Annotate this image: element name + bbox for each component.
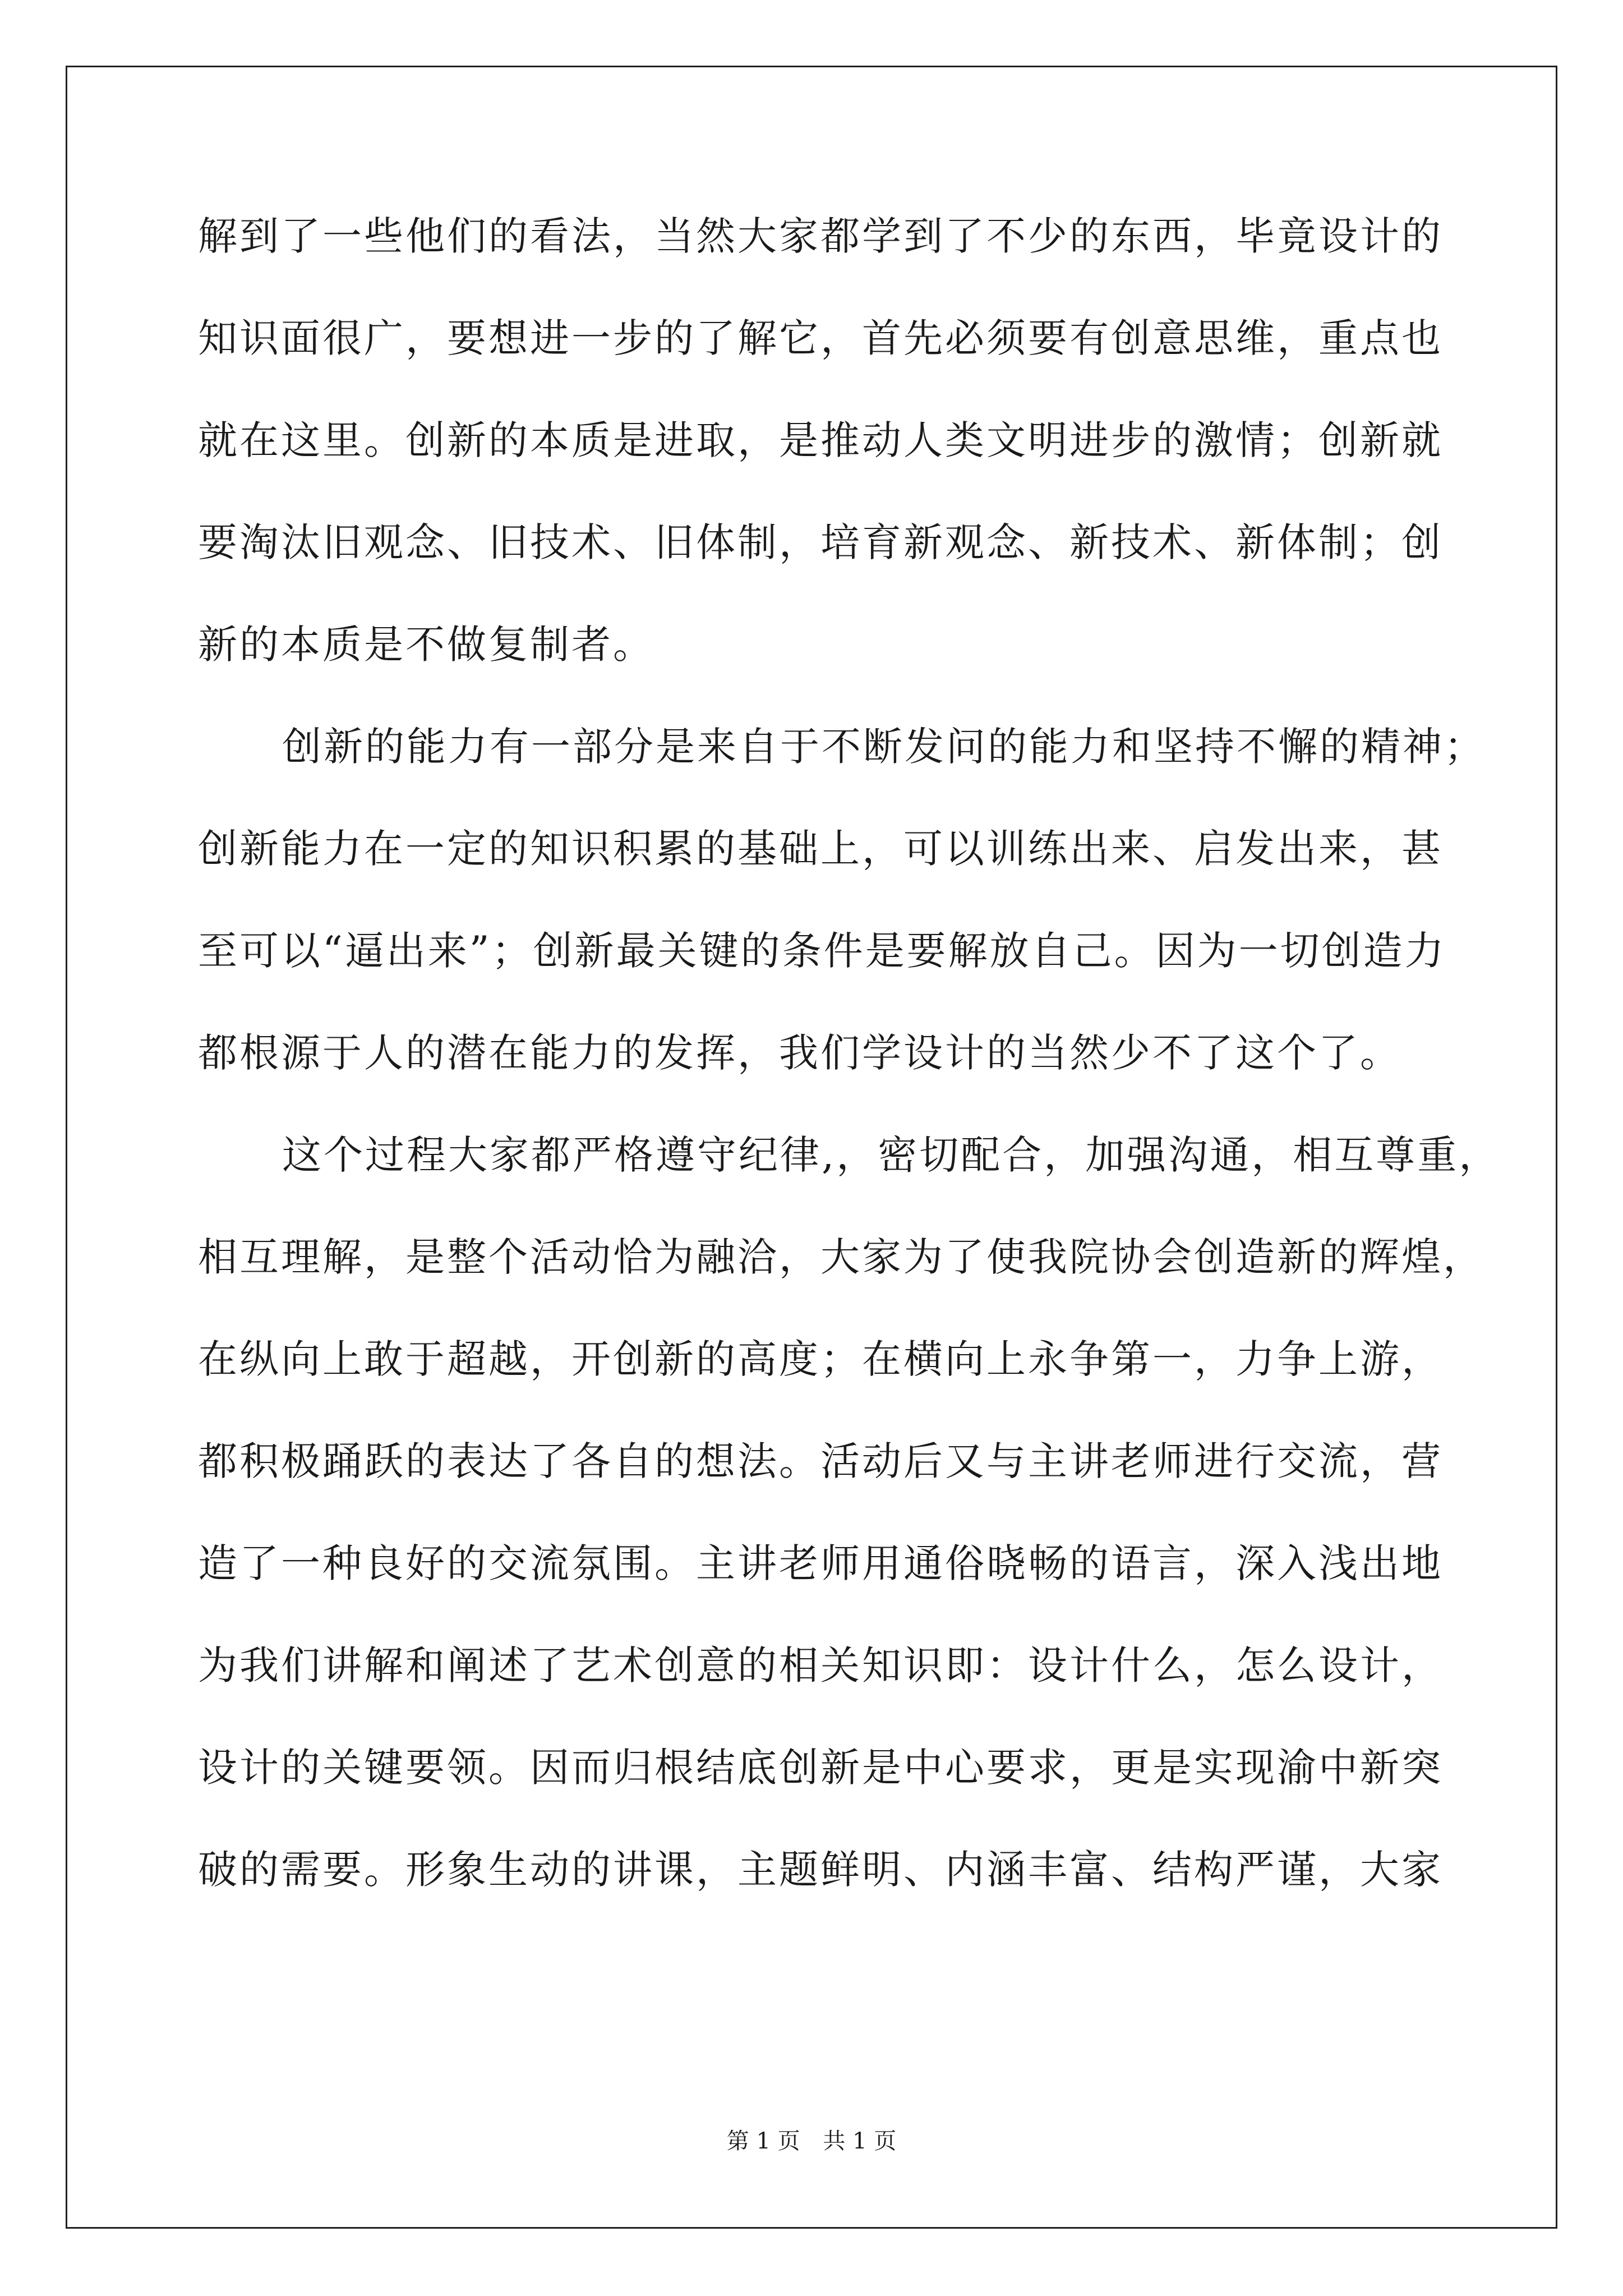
text-line: 都积极踊跃的表达了各自的想法。活动后又与主讲老师进行交流，营: [198, 1438, 1443, 1484]
text-line: 为我们讲解和阐述了艺术创意的相关知识即：设计什么，怎么设计，: [198, 1642, 1443, 1688]
text-line: 解到了一些他们的看法，当然大家都学到了不少的东西，毕竟设计的: [198, 213, 1443, 259]
text-line: 新的本质是不做复制者。: [198, 622, 654, 668]
text-line: 相互理解，是整个活动恰为融洽，大家为了使我院协会创造新的辉煌，: [198, 1234, 1484, 1280]
text-line: 就在这里。创新的本质是进取，是推动人类文明进步的激情；创新就: [198, 417, 1443, 463]
document-body: [198, 185, 1501, 1921]
text-line: 破的需要。形象生动的讲课，主题鲜明、内涵丰富、结构严谨，大家: [198, 1847, 1443, 1893]
text-line: 在纵向上敢于超越，开创新的高度；在横向上永争第一，力争上游，: [198, 1336, 1443, 1382]
text-line: 都根源于人的潜在能力的发挥，我们学设计的当然少不了这个了。: [198, 1030, 1401, 1076]
text-line: 要淘汰旧观念、旧技术、旧体制，培育新观念、新技术、新体制；创: [198, 519, 1443, 565]
text-line: 创新的能力有一部分是来自于不断发问的能力和坚持不懈的精神；: [282, 724, 1486, 770]
text-line: 至可以“逼出来”；创新最关键的条件是要解放自己。因为一切创造力: [198, 928, 1446, 974]
text-line: 设计的关键要领。因而归根结底创新是中心要求，更是实现渝中新突: [198, 1745, 1443, 1791]
text-line: 创新能力在一定的知识积累的基础上，可以训练出来、启发出来，甚: [198, 826, 1443, 872]
text-line: 这个过程大家都严格遵守纪律,，密切配合，加强沟通，相互尊重，: [282, 1132, 1501, 1178]
page-total: 共 1 页: [823, 2128, 897, 2154]
text-line: 造了一种良好的交流氛围。主讲老师用通俗晓畅的语言，深入浅出地: [198, 1540, 1443, 1586]
text-line: 知识面很广，要想进一步的了解它，首先必须要有创意思维，重点也: [198, 315, 1443, 361]
page-number: 第 1 页: [726, 2128, 800, 2154]
page-footer: [0, 2123, 1623, 2155]
